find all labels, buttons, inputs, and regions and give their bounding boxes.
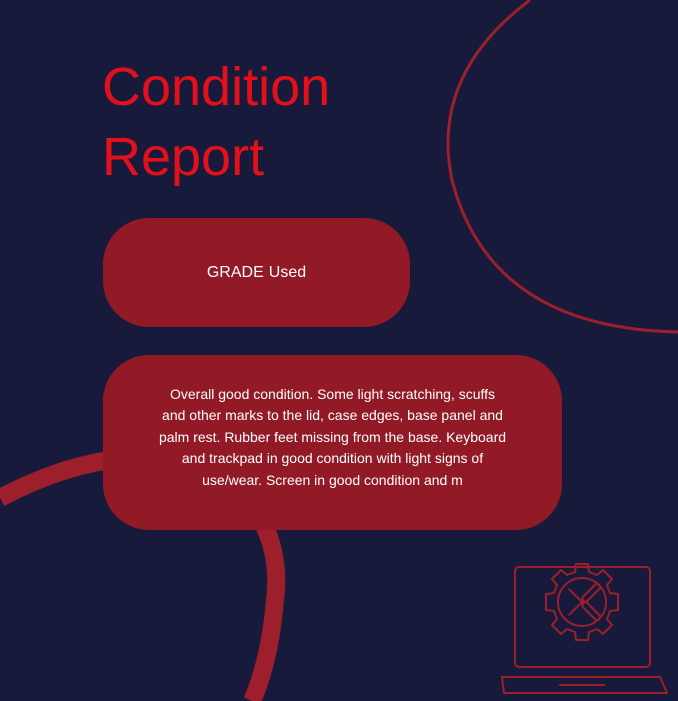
title-line-2: Report	[102, 127, 265, 187]
top-right-arc	[448, 0, 678, 332]
condition-description-card	[103, 355, 562, 530]
grade-value: Used	[268, 263, 307, 281]
laptop-repair-icon	[500, 545, 670, 701]
grade-card	[103, 218, 410, 327]
title-line-1: Condition	[102, 57, 331, 117]
condition-description: Overall good condition. Some light scratching, scuffs and other marks to the lid, case edges, base panel and palm rest. Rubber feet missing from the base. Keyboard and trackpad in good condition with light signs of use/wear. Screen in good condition and m	[158, 385, 507, 488]
grade-label: GRADE	[206, 263, 264, 281]
page-title	[102, 52, 422, 192]
